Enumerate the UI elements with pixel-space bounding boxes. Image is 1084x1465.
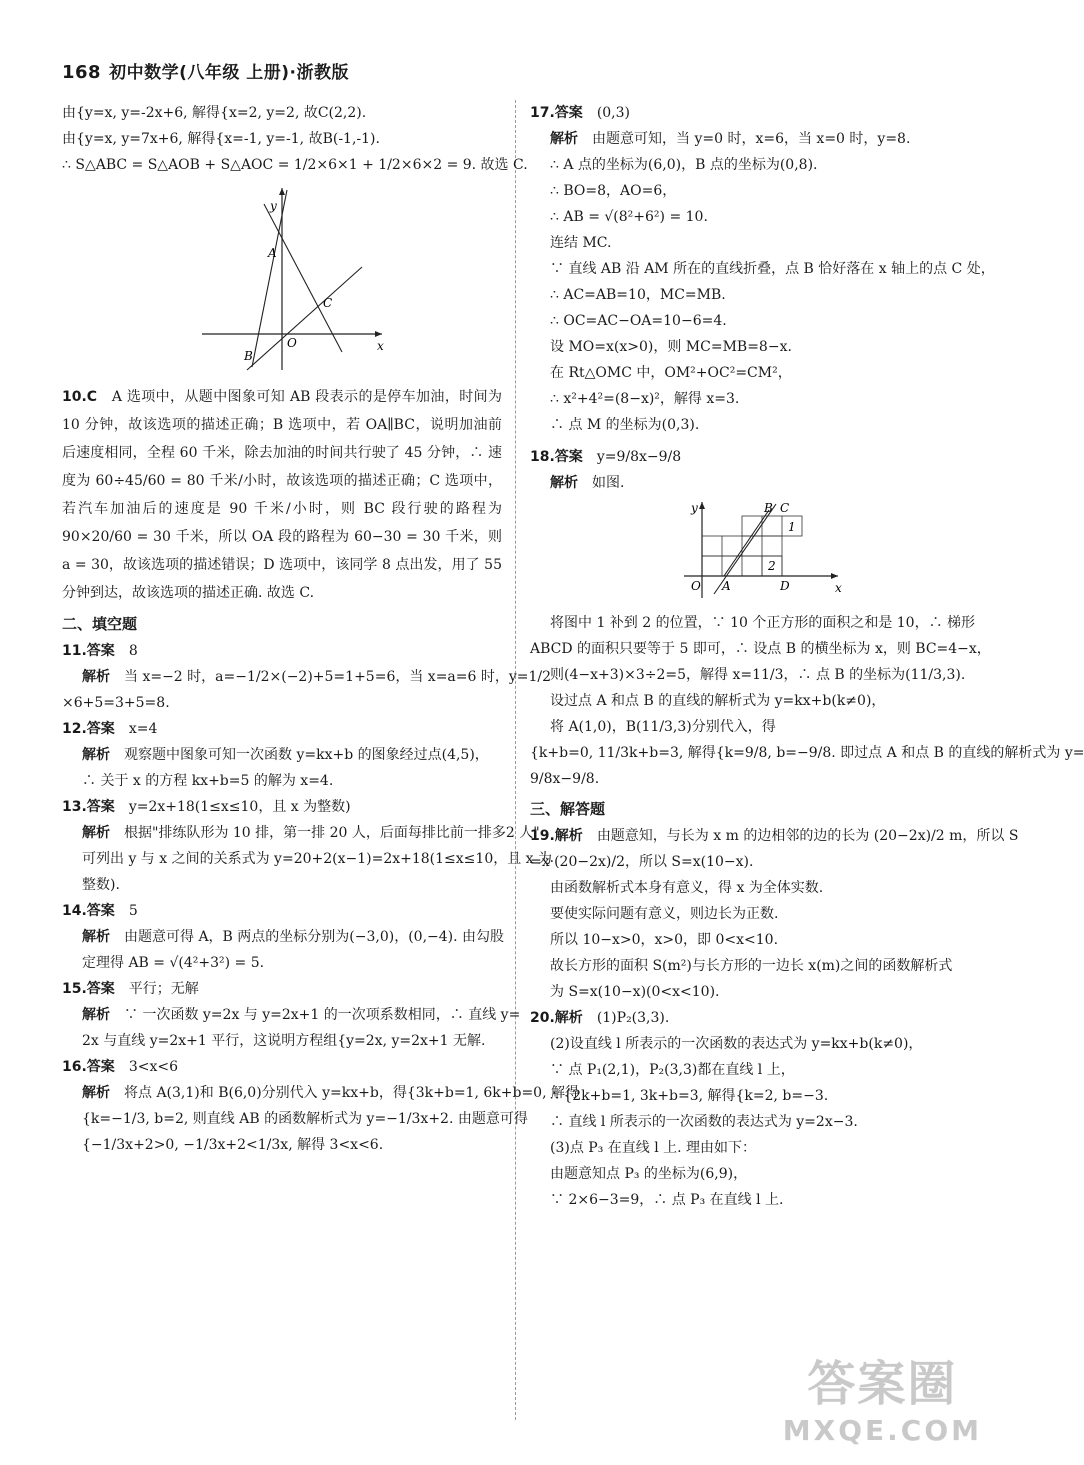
fig2-label-1: 1	[788, 520, 796, 534]
q9-line: 由{y=x, y=7x+6, 解得{x=-1, y=-1, 故B(-1,-1).	[62, 131, 380, 147]
q15-label: 15.答案	[62, 981, 115, 997]
q16-line: {−1/3x+2>0, −1/3x+2<1/3x, 解得 3<x<6.	[82, 1137, 384, 1153]
q19-line: 由函数解析式本身有意义，得 x 为全体实数.	[550, 880, 824, 896]
q12-line: 观察题中图象可知一次函数 y=kx+b 的图象经过点(4,5)，	[124, 747, 489, 763]
q15-jx: 解析	[82, 1007, 110, 1023]
q17-line: ∵ 直线 AB 沿 AM 所在的直线折叠，点 B 恰好落在 x 轴上的点 C 处，	[550, 261, 995, 277]
q10-block	[62, 383, 502, 607]
watermark-line1: 答案圈	[807, 1356, 958, 1412]
q20-line: (2)设直线 l 所表示的一次函数的表达式为 y=kx+b(k≠0)，	[550, 1036, 923, 1052]
q13-line: 根据"排练队形为 10 排，第一排 20 人，后面每排比前一排多2 人"	[124, 825, 540, 841]
q18-line: 将 A(1,0)，B(11/3,3)分别代入，得	[550, 719, 776, 735]
q14-answer: 5	[128, 903, 138, 919]
q18-line: {k+b=0, 11/3k+b=3, 解得{k=9/8, b=−9/8. 即过点 A 和点 B 的直线的解析式为 y=	[530, 745, 1084, 761]
q16-answer: 3<x<6	[128, 1059, 178, 1075]
q17-line: ∴ 点 M 的坐标为(0,3).	[550, 417, 700, 433]
q17-line: 由题意可知，当 y=0 时，x=6，当 x=0 时，y=8.	[592, 131, 911, 147]
q11-label: 11.答案	[62, 643, 115, 659]
q18-answer: y=9/8x−9/8	[596, 449, 682, 465]
right-column	[530, 100, 1084, 1213]
q13-line: 可列出 y 与 x 之间的关系式为 y=20+2(x−1)=2x+18(1≤x≤10，且 x 为	[82, 851, 553, 867]
book-title: 初中数学(八年级 上册)·浙教版	[109, 63, 349, 83]
fig1-label-y: y	[270, 199, 277, 213]
q18-line: 9/8x−9/8.	[530, 771, 600, 787]
fig2-label-c: C	[780, 501, 790, 515]
q9-figure	[192, 182, 392, 377]
q17-line: ∴ OC=AC−OA=10−6=4.	[550, 313, 727, 329]
q16-line: 将点 A(3,1)和 B(6,0)分别代入 y=kx+b，得{3k+b=1, 6k+b=0, 解得	[124, 1085, 579, 1101]
section-fill-in: 二、填空题	[62, 615, 138, 633]
q14-line: 定理得 AB = √(4²+3²) = 5.	[82, 955, 265, 971]
q20-line: ∵ 2×6−3=9，∴ 点 P₃ 在直线 l 上.	[550, 1192, 784, 1208]
q15-line: ∵ 一次函数 y=2x 与 y=2x+1 的一次项系数相同，∴ 直线 y=	[124, 1007, 521, 1023]
q9-line: ∴ S△ABC = S△AOB + S△AOC = 1/2×6×1 + 1/2×6×2 = 9. 故选 C.	[62, 157, 528, 173]
q17-label: 17.答案	[530, 105, 583, 121]
q17-line: 连结 MC.	[550, 235, 612, 251]
q17-line: ∴ AB = √(8²+6²) = 10.	[550, 209, 708, 225]
fig2-label-d: D	[780, 579, 790, 593]
q12-label: 12.答案	[62, 721, 115, 737]
q14-jx: 解析	[82, 929, 110, 945]
q18-jx: 解析	[550, 475, 578, 491]
q11-line: ×6+5=3+5=8.	[62, 695, 170, 711]
q13-label: 13.答案	[62, 799, 115, 815]
q14-line: 由题意可得 A，B 两点的坐标分别为(−3,0)，(0,−4). 由勾股	[124, 929, 505, 945]
q18-line: 则(4−x+3)×3÷2=5，解得 x=11/3，∴ 点 B 的坐标为(11/3,3).	[550, 667, 966, 683]
watermark	[783, 1345, 982, 1447]
q20-line: 由题意知点 P₃ 的坐标为(6,9)，	[550, 1166, 748, 1182]
q18-line: 设过点 A 和点 B 的直线的解析式为 y=kx+b(k≠0)，	[550, 693, 886, 709]
q14-label: 14.答案	[62, 903, 115, 919]
q18-line: ABCD 的面积只要等于 5 即可，∴ 设点 B 的横坐标为 x，则 BC=4−x，	[530, 641, 991, 657]
q17-line: 设 MO=x(x>0)，则 MC=MB=8−x.	[550, 339, 792, 355]
q19-line: 故长方形的面积 S(m²)与长方形的一边长 x(m)之间的函数解析式	[550, 958, 953, 974]
q18-figure	[680, 498, 850, 608]
q12-line: ∴ 关于 x 的方程 kx+b=5 的解为 x=4.	[82, 773, 334, 789]
fig2-label-y: y	[691, 501, 698, 515]
q10-label: 10.C	[62, 389, 98, 405]
q20-line: ∵ 点 P₁(2,1)，P₂(3,3)都在直线 l 上，	[550, 1062, 795, 1078]
q18-ru-tu: 如图.	[592, 475, 625, 491]
q13-line: 整数).	[82, 877, 120, 893]
fig1-label-o: O	[287, 336, 297, 350]
q19-label: 19.解析	[530, 828, 583, 844]
fig2-label-x: x	[835, 581, 842, 595]
fig1-label-x: x	[377, 339, 384, 353]
fig2-label-2: 2	[768, 559, 776, 573]
q15-answer: 平行；无解	[128, 981, 199, 997]
q19-line: 所以 10−x>0，x>0，即 0<x<10.	[550, 932, 779, 948]
q18-label: 18.答案	[530, 449, 583, 465]
q10-text: A 选项中，从题中图象可知 AB 段表示的是停车加油，时间为 10 分钟，故该选项的描述正确；B 选项中，若 OA∥BC，说明加油前后速度相同，全程 60 千米，除去加油的时间共行驶了 45 分钟，∴ 速度为 60÷45/60 = 80 千米/小时，故该选项的描述正确；C 选项中，若汽车加油后的速度是 90 千米/小时，则 BC 段行驶的路程为 90×20/60 = 30 千米，所以 OA 段的路程为 60−30 = 30 千米，则 a = 30，故该选项的描述错误；D 选项中，该同学 8 点出发，用了 55 分钟到达，故该选项的描述正确. 故选 C.	[62, 389, 503, 601]
q11-line: 当 x=−2 时，a=−1/2×(−2)+5=1+5=6，当 x=a=6 时，y=1/2	[124, 669, 552, 685]
q16-line: {k=−1/3, b=2, 则直线 AB 的函数解析式为 y=−1/3x+2. 由题意可得	[82, 1111, 528, 1127]
q17-line: ∴ BO=8，AO=6，	[550, 183, 677, 199]
fig1-label-c: C	[323, 296, 333, 310]
q19-line: =x·(20−2x)/2，所以 S=x(10−x).	[530, 854, 754, 870]
q20-line: (3)点 P₃ 在直线 l 上. 理由如下：	[550, 1140, 757, 1156]
q11-jx: 解析	[82, 669, 110, 685]
fig1-label-a: A	[268, 246, 277, 260]
section-solutions: 三、解答题	[530, 800, 606, 818]
q13-answer: y=2x+18(1≤x≤10，且 x 为整数)	[128, 799, 351, 815]
q12-answer: x=4	[128, 721, 158, 737]
q9-line: 由{y=x, y=-2x+6, 解得{x=2, y=2, 故C(2,2).	[62, 105, 367, 121]
q18-line: 将图中 1 补到 2 的位置，∵ 10 个正方形的面积之和是 10，∴ 梯形	[550, 615, 976, 631]
q19-line: 要使实际问题有意义，则边长为正数.	[550, 906, 779, 922]
fig2-label-b: B	[764, 501, 773, 515]
fig1-label-b: B	[244, 349, 253, 363]
q13-jx: 解析	[82, 825, 110, 841]
q12-jx: 解析	[82, 747, 110, 763]
q20-line: (1)P₂(3,3).	[596, 1010, 670, 1026]
column-divider	[515, 100, 516, 1420]
q19-line: 为 S=x(10−x)(0<x<10).	[550, 984, 720, 1000]
q20-label: 20.解析	[530, 1010, 583, 1026]
page-number: 168	[62, 62, 102, 83]
q17-line: ∴ AC=AB=10，MC=MB.	[550, 287, 726, 303]
page-header	[62, 58, 349, 83]
q20-line: ∴ {2k+b=1, 3k+b=3, 解得{k=2, b=−3.	[550, 1088, 829, 1104]
q15-line: 2x 与直线 y=2x+1 平行，这说明方程组{y=2x, y=2x+1 无解.	[82, 1033, 486, 1049]
q17-line: ∴ x²+4²=(8−x)²，解得 x=3.	[550, 391, 740, 407]
q17-jx: 解析	[550, 131, 578, 147]
q19-line: 由题意知，与长为 x m 的边相邻的边的长为 (20−2x)/2 m，所以 S	[596, 828, 1019, 844]
q17-line: ∴ A 点的坐标为(6,0)，B 点的坐标为(0,8).	[550, 157, 818, 173]
q17-line: 在 Rt△OMC 中，OM²+OC²=CM²，	[550, 365, 792, 381]
fig2-label-a: A	[722, 579, 731, 593]
q11-answer: 8	[128, 643, 138, 659]
q16-label: 16.答案	[62, 1059, 115, 1075]
q20-line: ∴ 直线 l 所表示的一次函数的表达式为 y=2x−3.	[550, 1114, 858, 1130]
q16-jx: 解析	[82, 1085, 110, 1101]
fig2-label-o: O	[691, 579, 701, 593]
watermark-line2: MXQE.COM	[782, 1414, 982, 1447]
q17-answer: (0,3)	[596, 105, 631, 121]
